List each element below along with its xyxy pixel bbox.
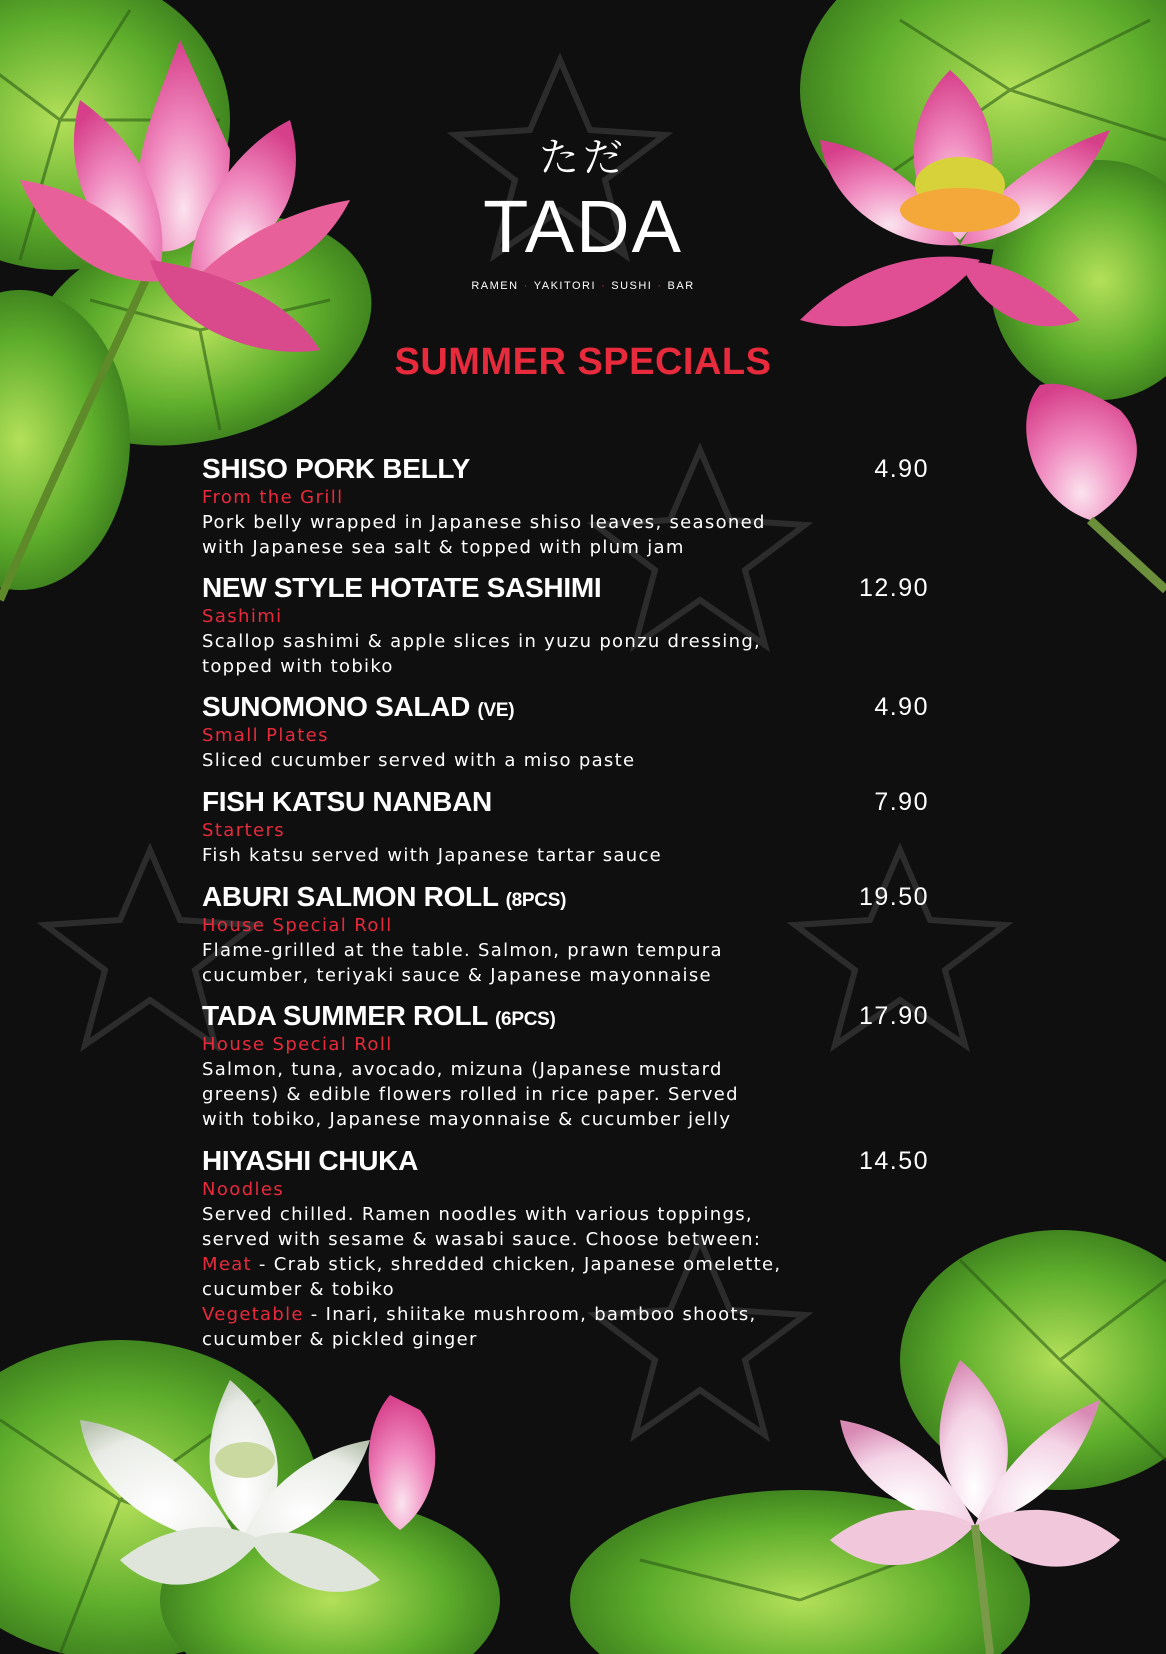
item-description-line: Sliced cucumber served with a miso paste — [202, 750, 636, 771]
menu-item — [202, 999, 929, 1132]
item-price: 19.50 — [858, 883, 929, 911]
option-label: Meat — [202, 1254, 252, 1275]
option-line: Meat - Crab stick, shredded chicken, Japanese omelette, — [202, 1254, 782, 1275]
item-category: From the Grill — [202, 487, 344, 508]
item-category: Small Plates — [202, 725, 329, 746]
japanese-title: ただ — [539, 135, 627, 181]
tagline-item: RAMEN — [471, 280, 519, 292]
item-category: Starters — [202, 820, 286, 841]
item-description-line: Flame-grilled at the table. Salmon, prawn tempura — [202, 940, 723, 961]
option-line: Vegetable - Inari, shiitake mushroom, bamboo shoots, — [202, 1304, 757, 1325]
menu-item — [202, 571, 929, 679]
tagline-item: YAKITORI — [533, 280, 597, 292]
item-description-line: Fish katsu served with Japanese tartar sauce — [202, 845, 663, 866]
item-name: SUNOMONO SALAD (VE) — [202, 691, 515, 722]
item-name: HIYASHI CHUKA — [202, 1145, 418, 1176]
item-name: ABURI SALMON ROLL (8PCS) — [202, 881, 567, 912]
menu-item — [202, 785, 929, 868]
item-description-line: served with sesame & wasabi sauce. Choose between: — [202, 1229, 762, 1250]
option-line: cucumber & tobiko — [202, 1279, 395, 1300]
tagline-item: BAR — [667, 280, 695, 292]
item-name: FISH KATSU NANBAN — [202, 786, 492, 817]
tagline-dot: · — [601, 280, 607, 292]
tagline — [0, 279, 1166, 293]
option-line: cucumber & pickled ginger — [202, 1329, 478, 1350]
section-title: SUMMER SPECIALS — [394, 341, 772, 383]
item-category: Sashimi — [202, 606, 283, 627]
menu-item — [202, 880, 929, 988]
item-description-line: with Japanese sea salt & topped with plum jam — [202, 537, 685, 558]
item-name: SHISO PORK BELLY — [202, 453, 470, 484]
restaurant-header — [0, 135, 1166, 293]
item-description-line: with tobiko, Japanese mayonnaise & cucumber jelly — [202, 1109, 732, 1130]
item-description-line: cucumber, teriyaki sauce & Japanese mayonnaise — [202, 965, 712, 986]
menu-item — [202, 452, 929, 560]
tagline-item: SUSHI — [611, 280, 653, 292]
item-category: House Special Roll — [202, 1034, 393, 1055]
item-category: Noodles — [202, 1179, 285, 1200]
item-description-line: Pork belly wrapped in Japanese shiso leaves, seasoned — [202, 512, 766, 533]
tagline-dot: · — [657, 280, 663, 292]
lotus-bud-right — [1026, 384, 1166, 590]
item-price: 7.90 — [874, 788, 929, 816]
item-name: NEW STYLE HOTATE SASHIMI — [202, 572, 602, 603]
menu-item — [202, 690, 929, 773]
item-category: House Special Roll — [202, 915, 393, 936]
tagline-dot: · — [523, 280, 529, 292]
item-description-line: greens) & edible flowers rolled in rice paper. Served — [202, 1084, 739, 1105]
item-description-line: Scallop sashimi & apple slices in yuzu ponzu dressing, — [202, 631, 762, 652]
brand-name: TADA — [483, 185, 683, 268]
item-name: TADA SUMMER ROLL (6PCS) — [202, 1000, 556, 1031]
item-price: 4.90 — [874, 693, 929, 721]
item-price: 12.90 — [858, 574, 929, 602]
item-description-line: Salmon, tuna, avocado, mizuna (Japanese mustard — [202, 1059, 723, 1080]
option-label: Vegetable — [202, 1304, 304, 1325]
item-description-line: topped with tobiko — [202, 656, 394, 677]
item-price: 17.90 — [858, 1002, 929, 1030]
item-price: 4.90 — [874, 455, 929, 483]
menu-item — [202, 1144, 929, 1352]
item-description-line: Served chilled. Ramen noodles with various toppings, — [202, 1204, 753, 1225]
item-price: 14.50 — [858, 1147, 929, 1175]
